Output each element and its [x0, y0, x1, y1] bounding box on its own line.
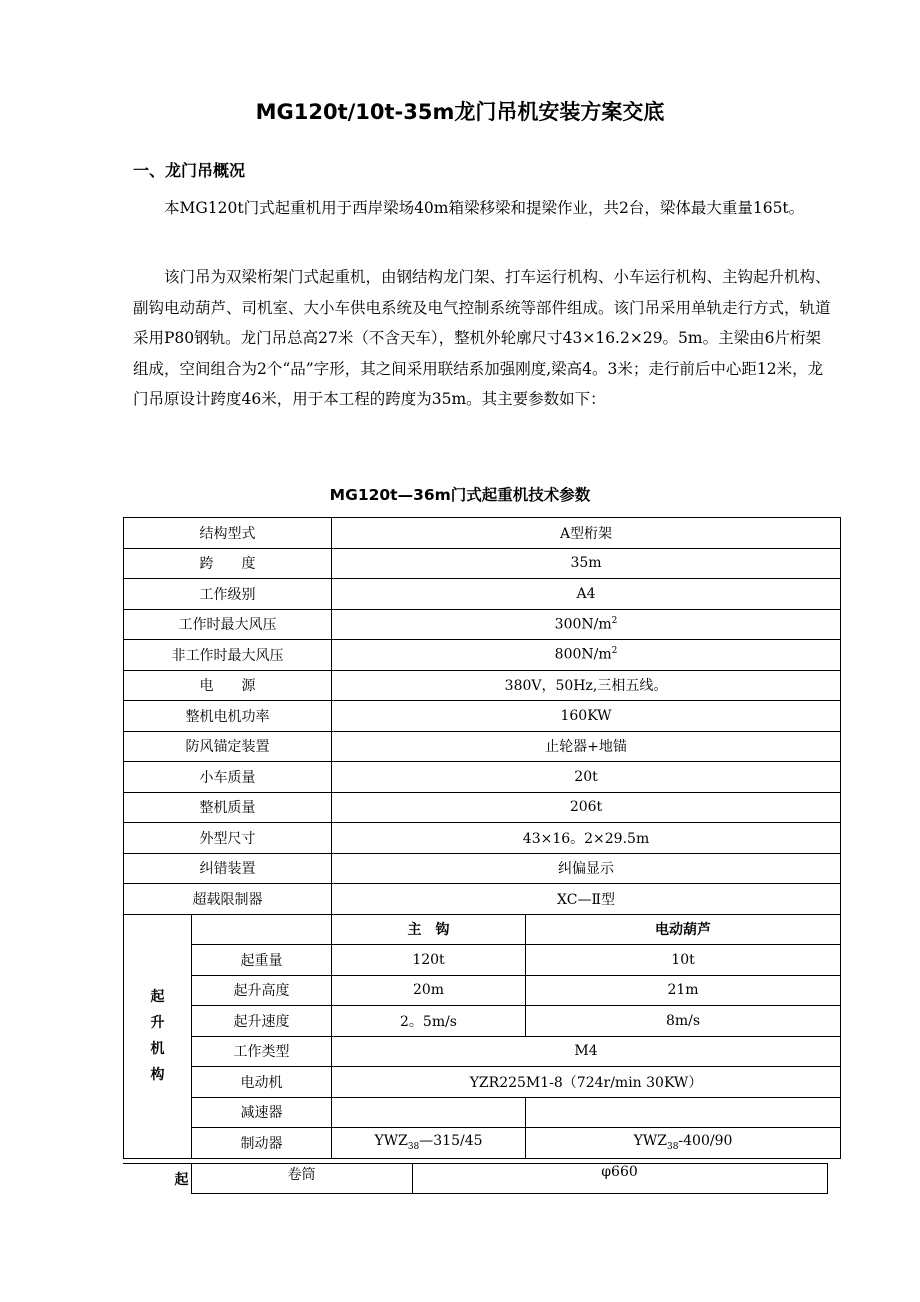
row-value-text: 35m	[570, 555, 602, 572]
unit-superscript: 2	[611, 646, 618, 657]
spec-table-continued	[123, 1163, 828, 1194]
row-value	[332, 609, 841, 640]
row-label: 减速器	[192, 1097, 332, 1128]
row-label: 非工作时最大风压	[124, 640, 332, 671]
row-label: 防风锚定装置	[124, 731, 332, 762]
row-label: 超载限制器	[124, 884, 332, 915]
row-label: 跨 度	[124, 548, 332, 579]
unit-superscript: 2	[611, 615, 618, 626]
table-row	[124, 640, 841, 671]
row-aux-value: 10t	[526, 945, 841, 976]
row-label: 工作时最大风压	[124, 609, 332, 640]
row-label: 小车质量	[124, 762, 332, 793]
row-label: 纠错装置	[124, 853, 332, 884]
row-value-text: 20t	[574, 768, 598, 785]
row-label: 电 源	[124, 670, 332, 701]
table-row	[124, 548, 841, 579]
paragraph-usage: 本MG120t门式起重机用于西岸梁场40m箱梁移梁和提梁作业，共2台，梁体最大重量165t。	[164, 199, 805, 217]
table-row	[124, 853, 841, 884]
col-main-hook: 主 钩	[332, 914, 526, 945]
row-value-text: 206t	[569, 799, 603, 816]
row-value-text: 800N/m	[554, 647, 612, 664]
hoist-group-char: 机	[150, 1041, 165, 1057]
table-row	[124, 975, 841, 1006]
table-row	[124, 731, 841, 762]
group-label-continued: 起	[123, 1164, 191, 1194]
row-label: 起重量	[192, 945, 332, 976]
table-row	[124, 884, 841, 915]
row-value-text: XC—Ⅱ型	[557, 891, 615, 908]
hoist-group-char: 起	[150, 989, 165, 1005]
section-heading: 一、龙门吊概况	[133, 161, 246, 180]
row-main-value: 20m	[332, 975, 526, 1006]
brake-main-value: $YWZ_{38}—315/45$	[332, 1128, 526, 1159]
table-row	[124, 792, 841, 823]
table-row	[124, 1036, 841, 1067]
row-value-text: 43×16。2×29.5m	[522, 830, 650, 847]
row-value-text: A4	[576, 585, 596, 602]
hoist-group-label	[124, 914, 192, 1158]
hoist-header-row	[124, 914, 841, 945]
row-label: 工作级别	[124, 579, 332, 610]
hoist-group-text	[124, 984, 191, 1088]
row-main-value	[332, 1097, 526, 1128]
row-value-text: 160KW	[560, 707, 612, 724]
row-value	[332, 762, 841, 793]
row-value-text: 止轮器+地锚	[545, 739, 627, 756]
row-label: 整机质量	[124, 792, 332, 823]
row-aux-value: 21m	[526, 975, 841, 1006]
row-value	[332, 579, 841, 610]
hoist-group-char: 升	[150, 1015, 165, 1031]
spec-table	[123, 517, 841, 1159]
row-value	[332, 640, 841, 671]
table-row	[124, 518, 841, 549]
brake-aux-value: $YWZ_{38}-400/90$	[526, 1128, 841, 1159]
row-value-text: 纠偏显示	[558, 861, 614, 878]
row-label: 电动机	[192, 1067, 332, 1098]
row-value-text: A型桁架	[559, 525, 613, 542]
row-main-value: 120t	[332, 945, 526, 976]
row-aux-value	[526, 1097, 841, 1128]
row-label: 起升高度	[192, 975, 332, 1006]
table-row	[124, 1097, 841, 1128]
table-row	[124, 823, 841, 854]
row-value	[332, 518, 841, 549]
table-title: MG120t—36m门式起重机技术参数	[329, 486, 591, 504]
row-value	[332, 792, 841, 823]
row-value	[332, 731, 841, 762]
table-row	[124, 609, 841, 640]
document-title: MG120t/10t-35m龙门吊机安装方案交底	[255, 100, 665, 124]
table-row	[124, 670, 841, 701]
row-label: 制动器	[192, 1128, 332, 1159]
row-label: 结构型式	[124, 518, 332, 549]
table-row	[124, 1067, 841, 1098]
table-row	[124, 701, 841, 732]
col-electric-hoist: 电动葫芦	[526, 914, 841, 945]
row-label: 工作类型	[192, 1036, 332, 1067]
row-value	[332, 670, 841, 701]
table-row	[123, 1164, 827, 1194]
paragraph-description: 该门吊为双梁桁架门式起重机，由钢结构龙门架、打车运行机构、小车运行机构、主钩起升机构、副钩电动葫芦、司机室、大小车供电系统及电气控制系统等部件组成。该门吊采用单轨走行方式，轨道采用P80钢轨。龙门吊总高27米（不含天车），整机外轮廓尺寸43×16.2×29。5m。主梁由6片桁架组成，空间组合为2个“品”字形，其之间采用联结系加强刚度,梁高4。3米；走行前后中心距12米，龙门吊原设计跨度46米，用于本工程的跨度为35m。其主要参数如下：	[133, 268, 831, 408]
row-value	[332, 548, 841, 579]
table-row	[124, 1006, 841, 1037]
row-value	[332, 884, 841, 915]
row-value	[332, 853, 841, 884]
table-row	[124, 945, 841, 976]
table-row	[124, 579, 841, 610]
row-label: 卷筒	[191, 1164, 412, 1194]
row-value	[332, 701, 841, 732]
row-value-text: 380V，50Hz,三相五线。	[504, 678, 668, 695]
row-value: M4	[332, 1036, 841, 1067]
row-label: 外型尺寸	[124, 823, 332, 854]
table-row	[124, 762, 841, 793]
row-value	[332, 823, 841, 854]
row-value: φ660	[412, 1164, 827, 1194]
row-value: YZR225M1-8（724r/min 30KW）	[332, 1067, 841, 1098]
row-value-text: 300N/m	[554, 616, 612, 633]
row-label: 整机电机功率	[124, 701, 332, 732]
table-row	[124, 1128, 841, 1159]
row-label: 起升速度	[192, 1006, 332, 1037]
row-aux-value: 8m/s	[526, 1006, 841, 1037]
row-main-value: 2。5m/s	[332, 1006, 526, 1037]
hoist-header-blank	[192, 914, 332, 945]
hoist-group-char: 构	[150, 1067, 165, 1083]
